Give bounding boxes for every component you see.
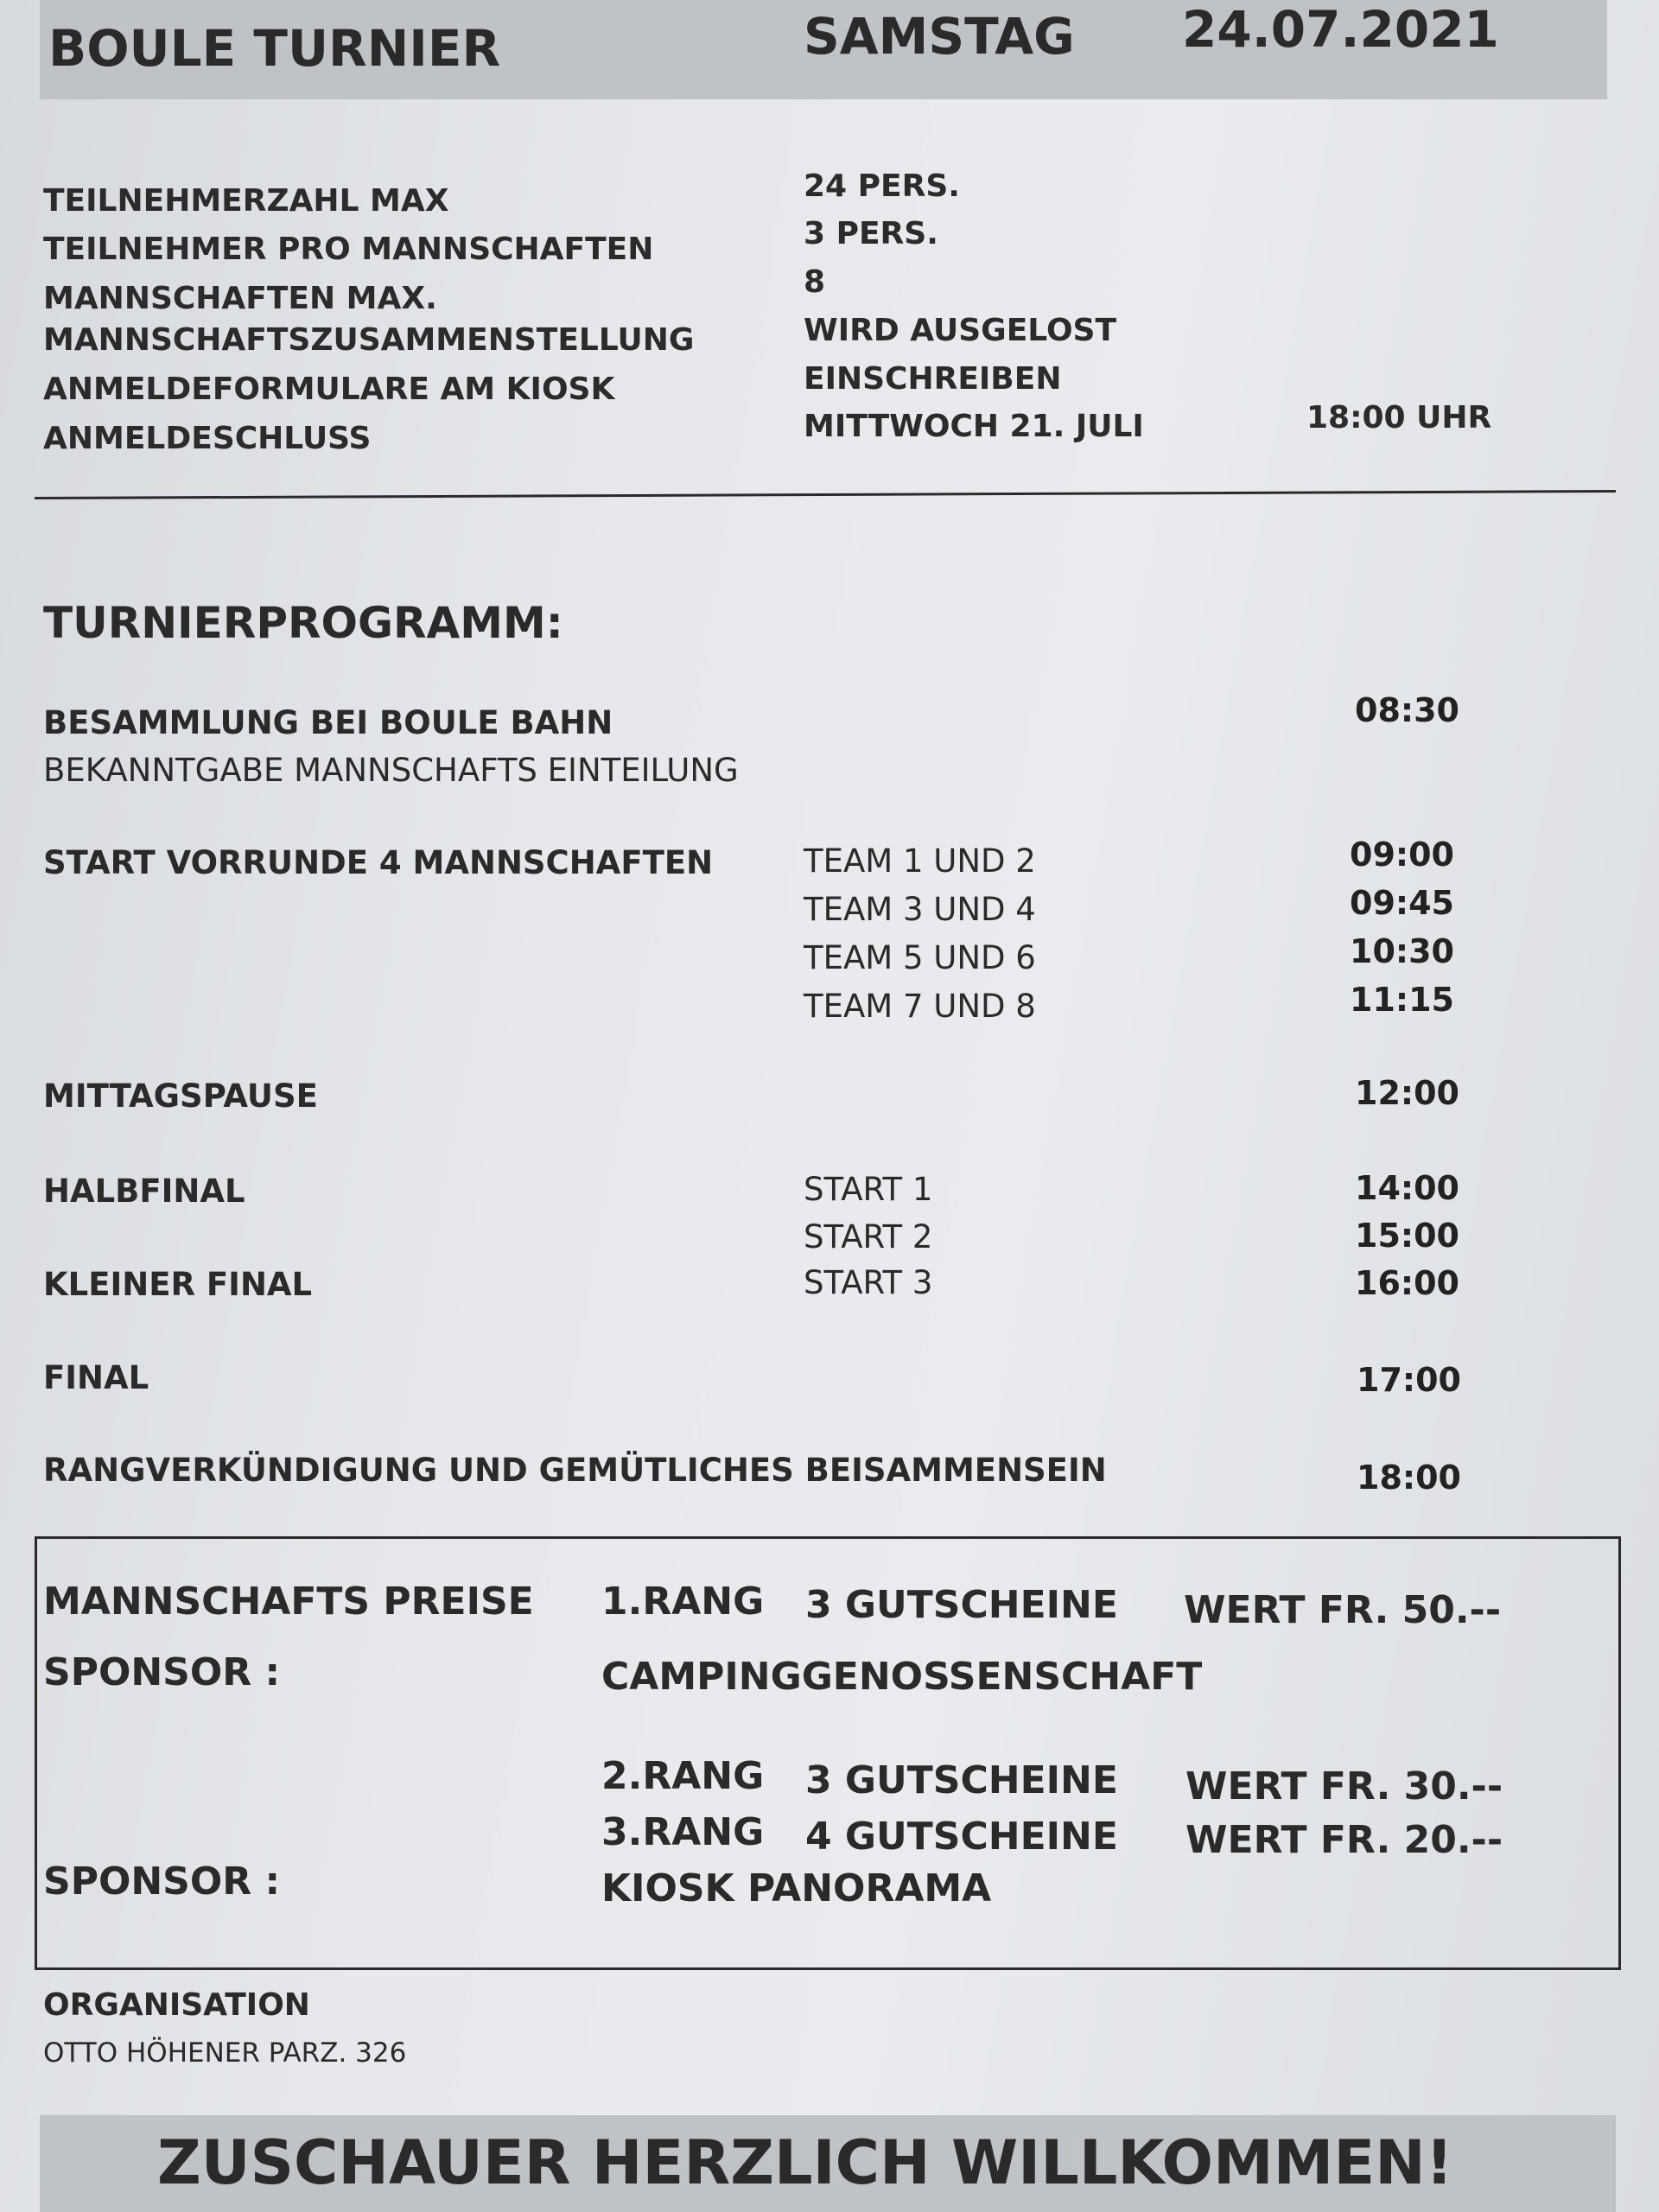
- program-item: BEKANNTGABE MANNSCHAFTS EINTEILUNG: [43, 752, 739, 789]
- event-day: SAMSTAG: [804, 7, 1075, 66]
- info-value: MITTWOCH 21. JULI: [804, 409, 1144, 444]
- team-pair: TEAM 5 UND 6: [804, 939, 1036, 976]
- deadline-time: 18:00 UHR: [1306, 400, 1492, 435]
- program-item: RANGVERKÜNDIGUNG UND GEMÜTLICHES BEISAMMENSEIN: [43, 1452, 1107, 1489]
- prize-title: MANNSCHAFTS PREISE: [43, 1580, 534, 1624]
- event-date: 24.07.2021: [1182, 0, 1499, 59]
- sponsor-label: SPONSOR :: [43, 1650, 281, 1694]
- start-label: START 2: [804, 1218, 933, 1255]
- info-label: ANMELDEFORMULARE AM KIOSK: [43, 372, 615, 407]
- info-label: MANNSCHAFTEN MAX.: [43, 281, 437, 316]
- program-time: 17:00: [1357, 1361, 1461, 1399]
- info-label: TEILNEHMERZAHL MAX: [43, 183, 449, 219]
- prize-vouchers: 3 GUTSCHEINE: [805, 1758, 1118, 1802]
- sponsor-name: CAMPINGGENOSSENSCHAFT: [601, 1655, 1203, 1699]
- team-pair: TEAM 1 UND 2: [804, 842, 1036, 880]
- program-item: KLEINER FINAL: [43, 1266, 313, 1303]
- organisation-label: ORGANISATION: [43, 1987, 310, 2023]
- program-item: START VORRUNDE 4 MANNSCHAFTEN: [43, 844, 714, 881]
- team-pair: TEAM 7 UND 8: [804, 988, 1036, 1025]
- program-time: 09:00: [1350, 836, 1454, 874]
- program-item: MITTAGSPAUSE: [43, 1077, 318, 1115]
- program-time: 08:30: [1355, 691, 1459, 729]
- info-value: EINSCHREIBEN: [804, 361, 1062, 397]
- info-label: ANMELDESCHLUSS: [43, 421, 372, 456]
- info-value: 3 PERS.: [804, 216, 938, 251]
- program-time: 11:15: [1350, 981, 1454, 1019]
- event-title: BOULE TURNIER: [48, 19, 501, 78]
- program-time: 16:00: [1355, 1264, 1459, 1302]
- divider: [35, 490, 1616, 499]
- program-time: 09:45: [1350, 884, 1454, 922]
- info-label: MANNSCHAFTSZUSAMMENSTELLUNG: [43, 322, 695, 358]
- info-value: 24 PERS.: [804, 168, 960, 204]
- program-time: 15:00: [1355, 1217, 1459, 1255]
- start-label: START 1: [804, 1171, 933, 1208]
- info-value: 8: [804, 264, 826, 300]
- prize-value: WERT FR. 30.--: [1185, 1764, 1503, 1808]
- prize-vouchers: 3 GUTSCHEINE: [805, 1583, 1118, 1627]
- prize-rank: 2.RANG: [601, 1754, 765, 1798]
- program-item: BESAMMLUNG BEI BOULE BAHN: [43, 704, 613, 741]
- program-time: 18:00: [1357, 1459, 1461, 1497]
- sponsor-label: SPONSOR :: [43, 1859, 281, 1904]
- program-item: FINAL: [43, 1359, 149, 1396]
- info-value: WIRD AUSGELOST: [804, 313, 1117, 348]
- team-pair: TEAM 3 UND 4: [804, 891, 1036, 928]
- organisation-name: OTTO HÖHENER PARZ. 326: [43, 2037, 407, 2069]
- program-title: TURNIERPROGRAMM:: [43, 598, 563, 648]
- info-label: TEILNEHMER PRO MANNSCHAFTEN: [43, 232, 654, 267]
- start-label: START 3: [804, 1264, 933, 1301]
- program-item: HALBFINAL: [43, 1173, 245, 1210]
- prize-vouchers: 4 GUTSCHEINE: [805, 1815, 1118, 1859]
- program-time: 14:00: [1355, 1169, 1459, 1207]
- prize-rank: 1.RANG: [601, 1580, 765, 1624]
- sponsor-name: KIOSK PANORAMA: [601, 1866, 992, 1910]
- program-time: 12:00: [1355, 1074, 1459, 1112]
- prize-value: WERT FR. 20.--: [1185, 1818, 1503, 1862]
- program-time: 10:30: [1350, 932, 1454, 970]
- footer-welcome: ZUSCHAUER HERZLICH WILLKOMMEN!: [157, 2127, 1453, 2198]
- prize-rank: 3.RANG: [601, 1810, 765, 1854]
- prize-value: WERT FR. 50.--: [1184, 1588, 1502, 1632]
